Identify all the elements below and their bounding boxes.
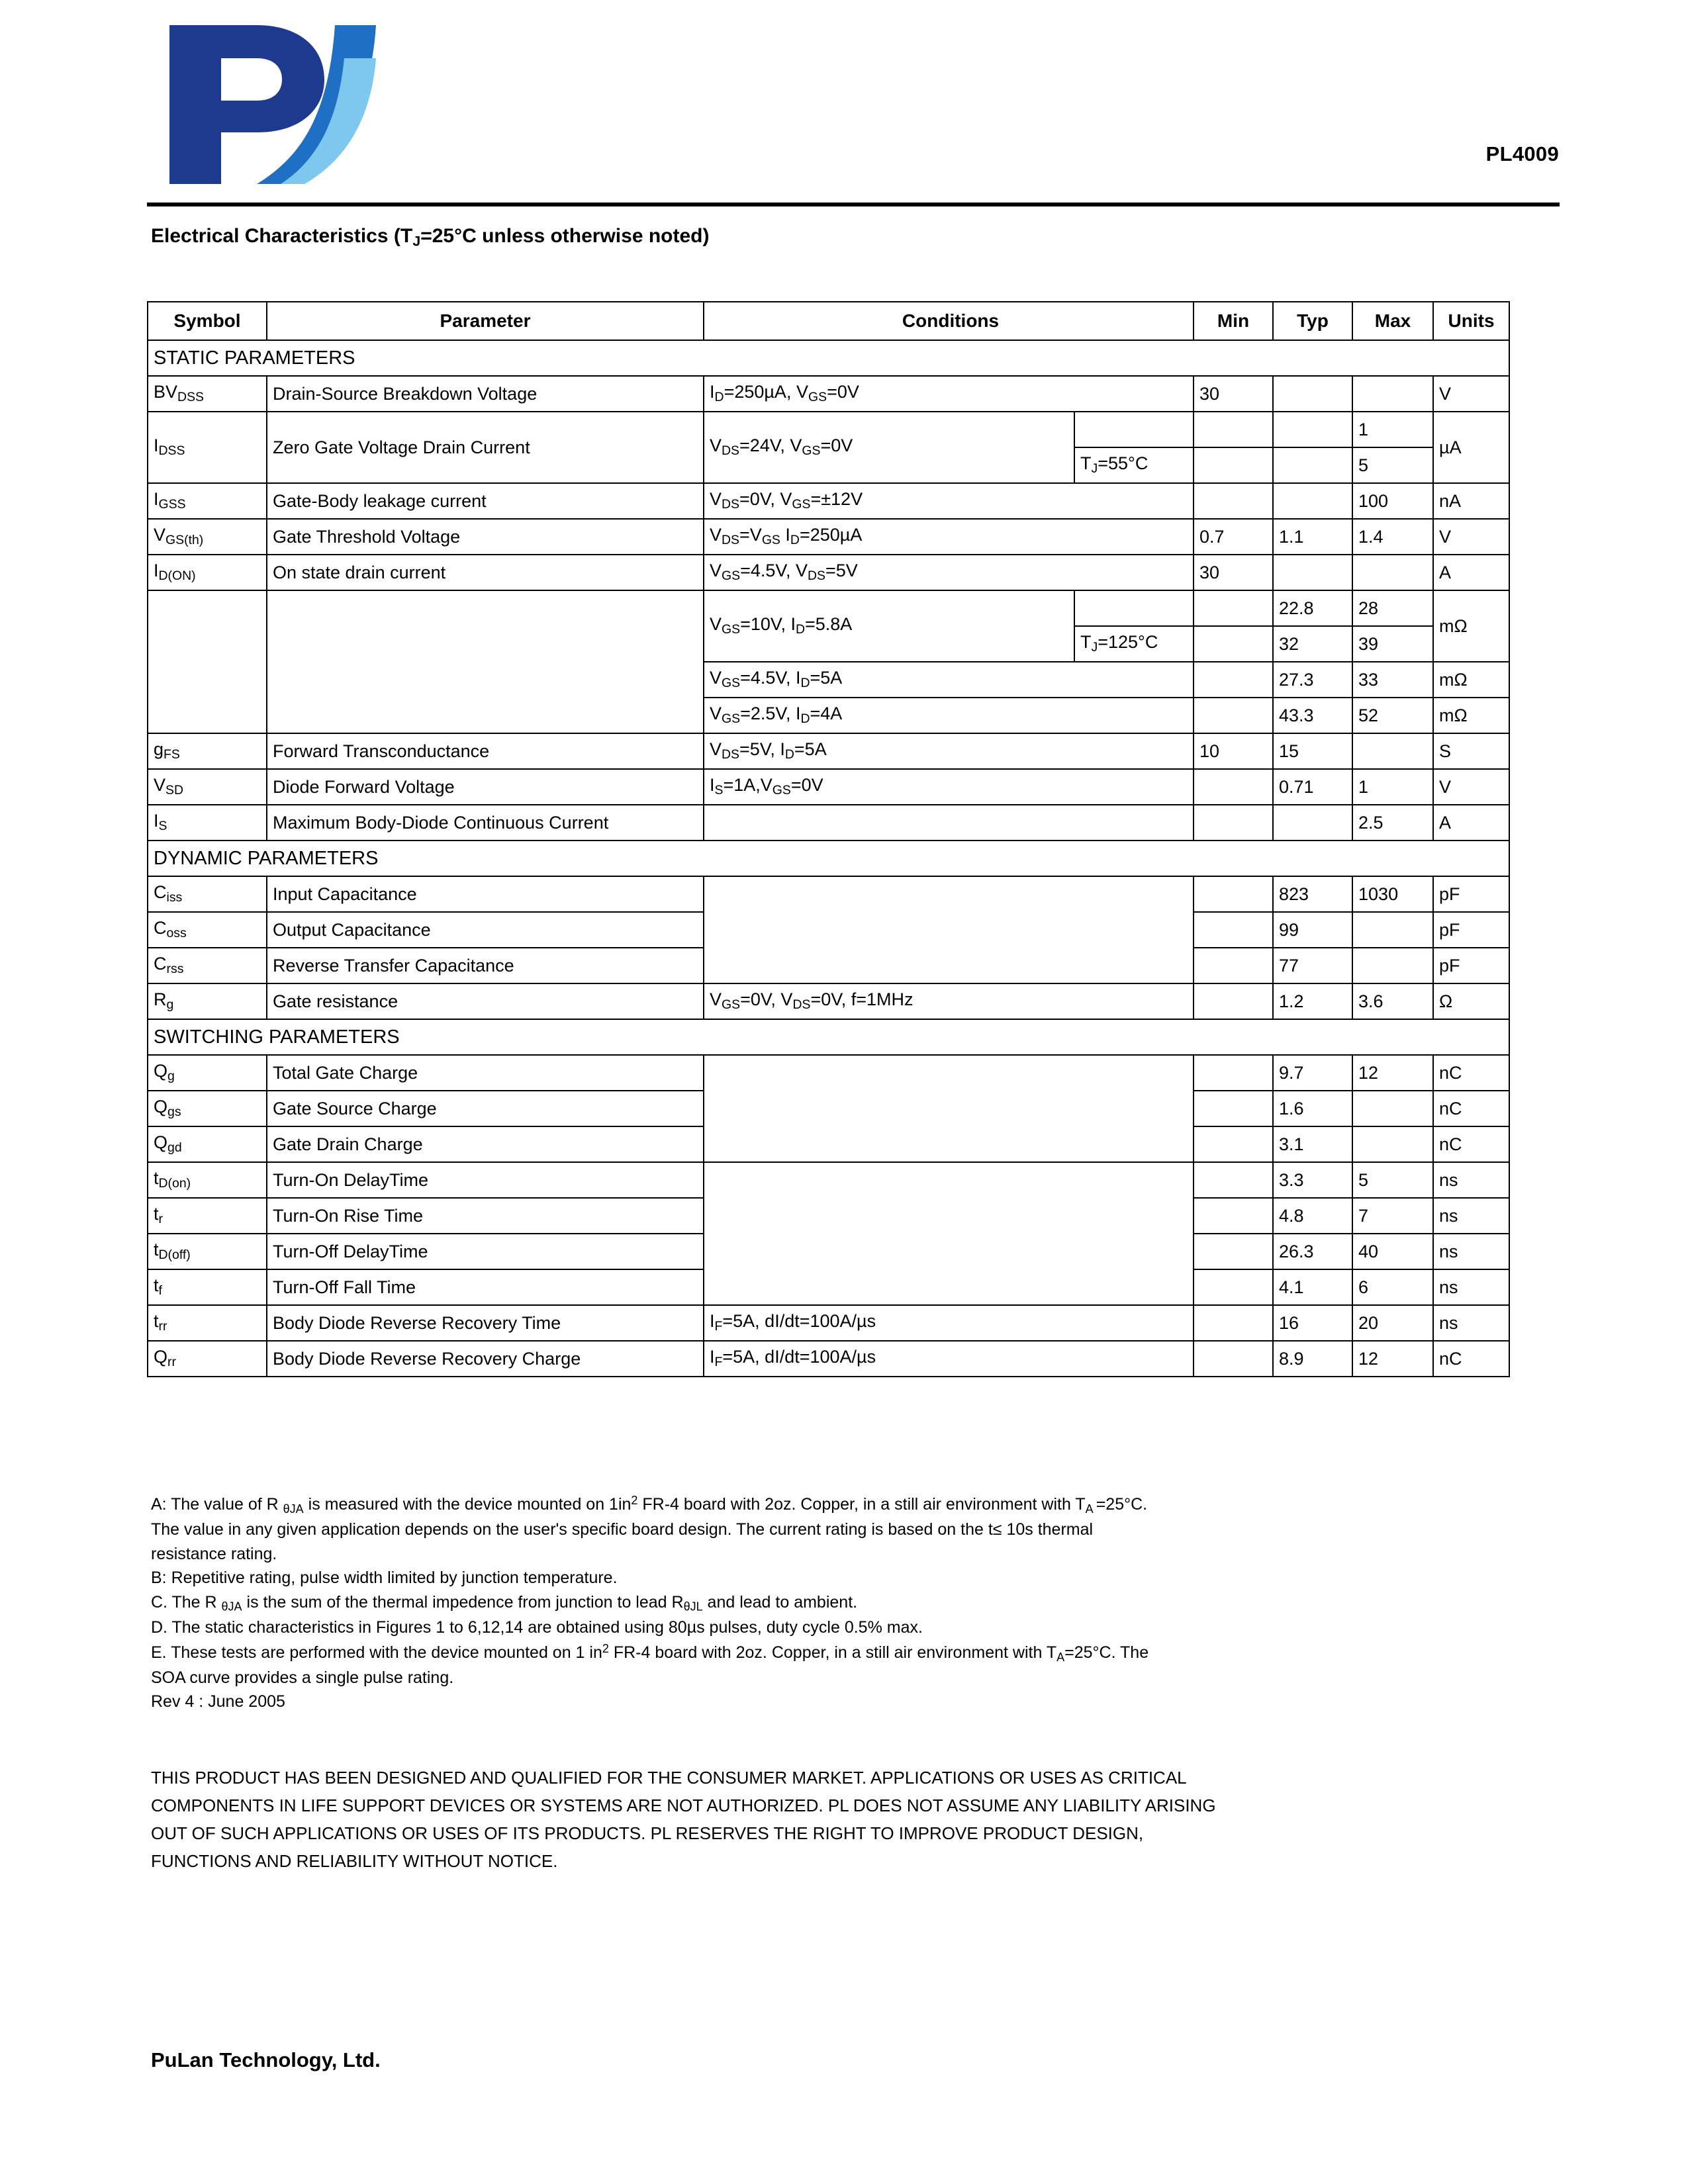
cell-min: [1194, 1269, 1273, 1305]
cell-conditions: $V_{GS}=4.5V$, $I_D=5A$: [704, 662, 1194, 698]
cell-typ: 27.3: [1273, 662, 1352, 698]
cell-symbol: $t_r$: [148, 1198, 267, 1234]
cell-min: [1194, 626, 1273, 662]
cell-max: [1352, 733, 1433, 769]
cell-max: 20: [1352, 1305, 1433, 1341]
disclaimer-line: OUT OF SUCH APPLICATIONS OR USES OF ITS PRODUCTS. PL RESERVES THE RIGHT TO IMPROVE PRODUCT DESIGN,: [151, 1823, 1144, 1844]
cell-typ: 26.3: [1273, 1234, 1352, 1269]
cell-typ: 0.71: [1273, 769, 1352, 805]
table-group-label: STATIC PARAMETERS: [148, 340, 1509, 376]
cell-max: 28: [1352, 590, 1433, 626]
cell-typ: 9.7: [1273, 1055, 1352, 1091]
table-row: [148, 412, 1509, 447]
cell-parameter: Output Capacitance: [267, 912, 704, 948]
cell-typ: [1273, 555, 1352, 590]
cell-units: S: [1433, 733, 1509, 769]
cell-min: [1194, 1341, 1273, 1377]
table-row: [148, 376, 1509, 412]
table-row: [148, 483, 1509, 519]
cell-typ: 4.1: [1273, 1269, 1352, 1305]
cell-symbol: $Q_{rr}$: [148, 1341, 267, 1377]
cell-typ: 15: [1273, 733, 1352, 769]
cell-symbol: $t_f$: [148, 1269, 267, 1305]
table-group-label: SWITCHING PARAMETERS: [148, 1019, 1509, 1055]
cell-min: [1194, 769, 1273, 805]
cell-parameter: Gate Source Charge: [267, 1091, 704, 1126]
cell-max: 12: [1352, 1055, 1433, 1091]
table-group-row: [148, 841, 1509, 876]
legal-disclaimer: [151, 1764, 1515, 1875]
cell-typ: [1273, 376, 1352, 412]
cell-units: pF: [1433, 912, 1509, 948]
cell-max: 7: [1352, 1198, 1433, 1234]
cell-min: [1194, 590, 1273, 626]
footnote-line: A: The value of R $_{\theta JA}$ is measured with the device mounted on $1in^2$ FR-4 board with 2oz. Copper, in a still air environment with $T_A =25^\circ C$.: [151, 1494, 1148, 1516]
table-row: [148, 733, 1509, 769]
table-row: [148, 805, 1509, 841]
header-divider: [147, 203, 1560, 206]
cell-parameter: Maximum Body-Diode Continuous Current: [267, 805, 704, 841]
cell-typ: 22.8: [1273, 590, 1352, 626]
cell-parameter: Turn-On DelayTime: [267, 1162, 704, 1198]
cell-parameter: [267, 590, 704, 733]
cell-min: [1194, 1234, 1273, 1269]
cell-conditions: $I_S=1A,V_{GS}=0V$: [704, 769, 1194, 805]
table-row: [148, 1162, 1509, 1198]
cell-typ: 32: [1273, 626, 1352, 662]
cell-symbol: $BV_{DSS}$: [148, 376, 267, 412]
cell-conditions-sub: $T_J=125^\circ C$: [1074, 626, 1194, 662]
cell-min: 30: [1194, 555, 1273, 590]
cell-typ: 3.1: [1273, 1126, 1352, 1162]
cell-min: 30: [1194, 376, 1273, 412]
cell-typ: 1.6: [1273, 1091, 1352, 1126]
table-row: [148, 1055, 1509, 1091]
cell-conditions: $I_F=5A$, dI/dt=100A/µs: [704, 1341, 1194, 1377]
cell-min: [1194, 1091, 1273, 1126]
cell-min: 10: [1194, 733, 1273, 769]
cell-conditions: $I_F=5A$, dI/dt=100A/µs: [704, 1305, 1194, 1341]
cell-max: 39: [1352, 626, 1433, 662]
cell-parameter: Gate-Body leakage current: [267, 483, 704, 519]
cell-conditions: $V_{DS}=0V$, $V_{GS}=\pm 12V$: [704, 483, 1194, 519]
page-header: [0, 0, 1688, 212]
cell-min: [1194, 983, 1273, 1019]
col-parameter: Parameter: [267, 302, 704, 340]
cell-max: 52: [1352, 698, 1433, 733]
cell-min: [1194, 447, 1273, 483]
cell-symbol: $I_{D(ON)}$: [148, 555, 267, 590]
cell-units: nC: [1433, 1055, 1509, 1091]
cell-units: nA: [1433, 483, 1509, 519]
cell-conditions-sub: [1074, 590, 1194, 626]
col-typ: Typ: [1273, 302, 1352, 340]
cell-parameter: Turn-On Rise Time: [267, 1198, 704, 1234]
cell-max: 5: [1352, 447, 1433, 483]
cell-min: [1194, 1198, 1273, 1234]
cell-symbol: $R_g$: [148, 983, 267, 1019]
cell-units: mΩ: [1433, 698, 1509, 733]
cell-max: 3.6: [1352, 983, 1433, 1019]
cell-conditions: $I_D=250\mu A$, $V_{GS}=0V$: [704, 376, 1194, 412]
cell-max: 2.5: [1352, 805, 1433, 841]
footnote-line: The value in any given application depends on the user's specific board design. The current rating is based on the t≤ 10s thermal: [151, 1520, 1094, 1539]
cell-units: V: [1433, 376, 1509, 412]
col-units: Units: [1433, 302, 1509, 340]
cell-symbol: $C_{iss}$: [148, 876, 267, 912]
cell-max: 5: [1352, 1162, 1433, 1198]
cell-symbol: $g_{FS}$: [148, 733, 267, 769]
table-row: [148, 519, 1509, 555]
table-row: [148, 555, 1509, 590]
table-row: [148, 983, 1509, 1019]
cell-symbol: $Q_g$: [148, 1055, 267, 1091]
page-title: Electrical Characteristics ($T_J=25^\circ C$ unless otherwise noted): [151, 225, 710, 250]
cell-units: ns: [1433, 1305, 1509, 1341]
cell-typ: [1273, 447, 1352, 483]
cell-min: [1194, 483, 1273, 519]
cell-conditions: $V_{DS}=5V$, $I_D=5A$: [704, 733, 1194, 769]
cell-typ: 1.2: [1273, 983, 1352, 1019]
cell-max: [1352, 1126, 1433, 1162]
cell-units: ns: [1433, 1234, 1509, 1269]
cell-conditions-sub: $T_J=55^\circ C$: [1074, 447, 1194, 483]
cell-symbol: $I_{GSS}$: [148, 483, 267, 519]
cell-max: [1352, 948, 1433, 983]
cell-typ: 43.3: [1273, 698, 1352, 733]
cell-typ: 77: [1273, 948, 1352, 983]
cell-conditions: $V_{DS}=24V$, $V_{GS}=0V$: [704, 412, 1074, 483]
cell-typ: 823: [1273, 876, 1352, 912]
cell-max: 6: [1352, 1269, 1433, 1305]
col-max: Max: [1352, 302, 1433, 340]
cell-parameter: Gate Drain Charge: [267, 1126, 704, 1162]
cell-symbol: $Q_{gd}$: [148, 1126, 267, 1162]
table-row: [148, 1341, 1509, 1377]
cell-conditions: [704, 1055, 1194, 1162]
cell-max: 1: [1352, 412, 1433, 447]
cell-min: [1194, 412, 1273, 447]
cell-parameter: Gate resistance: [267, 983, 704, 1019]
footnote-line: resistance rating.: [151, 1544, 277, 1563]
cell-conditions: $V_{GS}=2.5V$, $I_D=4A$: [704, 698, 1194, 733]
cell-units: pF: [1433, 948, 1509, 983]
cell-parameter: Body Diode Reverse Recovery Charge: [267, 1341, 704, 1377]
cell-symbol: $I_{DSS}$: [148, 412, 267, 483]
cell-max: 1: [1352, 769, 1433, 805]
cell-conditions: [704, 805, 1194, 841]
cell-units: µA: [1433, 412, 1509, 483]
col-symbol: Symbol: [148, 302, 267, 340]
disclaimer-line: FUNCTIONS AND RELIABILITY WITHOUT NOTICE.: [151, 1851, 558, 1872]
cell-max: 33: [1352, 662, 1433, 698]
cell-min: [1194, 1055, 1273, 1091]
cell-max: [1352, 376, 1433, 412]
table-row: [148, 1305, 1509, 1341]
footnote-line: D. The static characteristics in Figures 1 to 6,12,14 are obtained using 80µs pulses, duty cycle 0.5% max.: [151, 1618, 923, 1637]
cell-units: Ω: [1433, 983, 1509, 1019]
cell-parameter: Turn-Off DelayTime: [267, 1234, 704, 1269]
cell-units: nC: [1433, 1126, 1509, 1162]
cell-min: 0.7: [1194, 519, 1273, 555]
cell-min: [1194, 662, 1273, 698]
footnote-line: SOA curve provides a single pulse rating.: [151, 1668, 454, 1687]
cell-min: [1194, 805, 1273, 841]
company-footer: PuLan Technology, Ltd.: [151, 2048, 381, 2071]
cell-max: 1.4: [1352, 519, 1433, 555]
cell-units: V: [1433, 769, 1509, 805]
footnote-line: C. The R $_{\theta JA}$ is the sum of the thermal impedence from junction to lead $R_{\theta JL}$ and lead to ambient.: [151, 1592, 858, 1614]
cell-units: A: [1433, 555, 1509, 590]
cell-conditions: $V_{GS}=0V$, $V_{DS}=0V$, f=1MHz: [704, 983, 1194, 1019]
cell-symbol: $I_S$: [148, 805, 267, 841]
cell-max: [1352, 912, 1433, 948]
cell-parameter: Reverse Transfer Capacitance: [267, 948, 704, 983]
cell-parameter: Body Diode Reverse Recovery Time: [267, 1305, 704, 1341]
cell-min: [1194, 876, 1273, 912]
cell-symbol: $C_{rss}$: [148, 948, 267, 983]
cell-units: pF: [1433, 876, 1509, 912]
cell-min: [1194, 912, 1273, 948]
cell-parameter: Drain-Source Breakdown Voltage: [267, 376, 704, 412]
cell-max: 12: [1352, 1341, 1433, 1377]
cell-conditions-sub: [1074, 412, 1194, 447]
cell-units: ns: [1433, 1198, 1509, 1234]
cell-max: 100: [1352, 483, 1433, 519]
cell-symbol: $V_{GS(th)}$: [148, 519, 267, 555]
cell-conditions: $V_{GS}=4.5V$, $V_{DS}=5V$: [704, 555, 1194, 590]
cell-conditions: [704, 1162, 1194, 1305]
table-row: [148, 590, 1509, 626]
table-group-row: [148, 340, 1509, 376]
footnote-line: Rev 4 : June 2005: [151, 1692, 285, 1711]
cell-conditions: $V_{GS}=10V$, $I_D=5.8A$: [704, 590, 1074, 662]
cell-symbol: $t_{D(on)}$: [148, 1162, 267, 1198]
cell-units: A: [1433, 805, 1509, 841]
table-group-label: DYNAMIC PARAMETERS: [148, 841, 1509, 876]
cell-parameter: Turn-Off Fall Time: [267, 1269, 704, 1305]
cell-typ: [1273, 483, 1352, 519]
cell-symbol: $C_{oss}$: [148, 912, 267, 948]
cell-min: [1194, 1162, 1273, 1198]
cell-min: [1194, 1305, 1273, 1341]
table-header-row: [148, 302, 1509, 340]
col-conditions: Conditions: [704, 302, 1194, 340]
table-row: [148, 876, 1509, 912]
pulan-logo: [158, 19, 383, 194]
cell-units: ns: [1433, 1162, 1509, 1198]
cell-max: [1352, 1091, 1433, 1126]
cell-parameter: On state drain current: [267, 555, 704, 590]
cell-units: V: [1433, 519, 1509, 555]
col-min: Min: [1194, 302, 1273, 340]
cell-symbol: $t_{D(off)}$: [148, 1234, 267, 1269]
table-group-row: [148, 1019, 1509, 1055]
cell-typ: [1273, 412, 1352, 447]
cell-parameter: Input Capacitance: [267, 876, 704, 912]
cell-min: [1194, 948, 1273, 983]
cell-conditions: $V_{DS}=V_{GS}$ $I_D=250\mu A$: [704, 519, 1194, 555]
cell-symbol: [148, 590, 267, 733]
cell-min: [1194, 1126, 1273, 1162]
disclaimer-line: THIS PRODUCT HAS BEEN DESIGNED AND QUALIFIED FOR THE CONSUMER MARKET. APPLICATIONS OR USES AS CRITICAL: [151, 1768, 1187, 1788]
disclaimer-line: COMPONENTS IN LIFE SUPPORT DEVICES OR SYSTEMS ARE NOT AUTHORIZED. PL DOES NOT ASSUME ANY LIABILITY ARISING: [151, 1796, 1216, 1816]
cell-max: [1352, 555, 1433, 590]
table-row: [148, 769, 1509, 805]
cell-symbol: $Q_{gs}$: [148, 1091, 267, 1126]
cell-parameter: Forward Transconductance: [267, 733, 704, 769]
cell-typ: 8.9: [1273, 1341, 1352, 1377]
cell-max: 1030: [1352, 876, 1433, 912]
cell-min: [1194, 698, 1273, 733]
footnote-line: B: Repetitive rating, pulse width limited by junction temperature.: [151, 1569, 618, 1588]
cell-conditions: [704, 876, 1194, 983]
footnotes: [151, 1492, 1515, 1715]
footnote-line: E. These tests are performed with the device mounted on 1 $in^2$ FR-4 board with 2oz. Copper, in a still air environment with $T_A=25^\circ C$. The: [151, 1641, 1149, 1664]
cell-parameter: Zero Gate Voltage Drain Current: [267, 412, 704, 483]
cell-typ: 1.1: [1273, 519, 1352, 555]
cell-typ: 99: [1273, 912, 1352, 948]
cell-units: nC: [1433, 1341, 1509, 1377]
cell-typ: 16: [1273, 1305, 1352, 1341]
electrical-characteristics-table: [147, 301, 1509, 1377]
cell-typ: 4.8: [1273, 1198, 1352, 1234]
cell-typ: 3.3: [1273, 1162, 1352, 1198]
part-number: PL4009: [1485, 142, 1559, 165]
cell-symbol: $t_{rr}$: [148, 1305, 267, 1341]
cell-symbol: $V_{SD}$: [148, 769, 267, 805]
cell-typ: [1273, 805, 1352, 841]
cell-units: nC: [1433, 1091, 1509, 1126]
cell-units: ns: [1433, 1269, 1509, 1305]
cell-parameter: Total Gate Charge: [267, 1055, 704, 1091]
cell-max: 40: [1352, 1234, 1433, 1269]
cell-units: mΩ: [1433, 662, 1509, 698]
cell-parameter: Gate Threshold Voltage: [267, 519, 704, 555]
cell-units: mΩ: [1433, 590, 1509, 662]
cell-parameter: Diode Forward Voltage: [267, 769, 704, 805]
